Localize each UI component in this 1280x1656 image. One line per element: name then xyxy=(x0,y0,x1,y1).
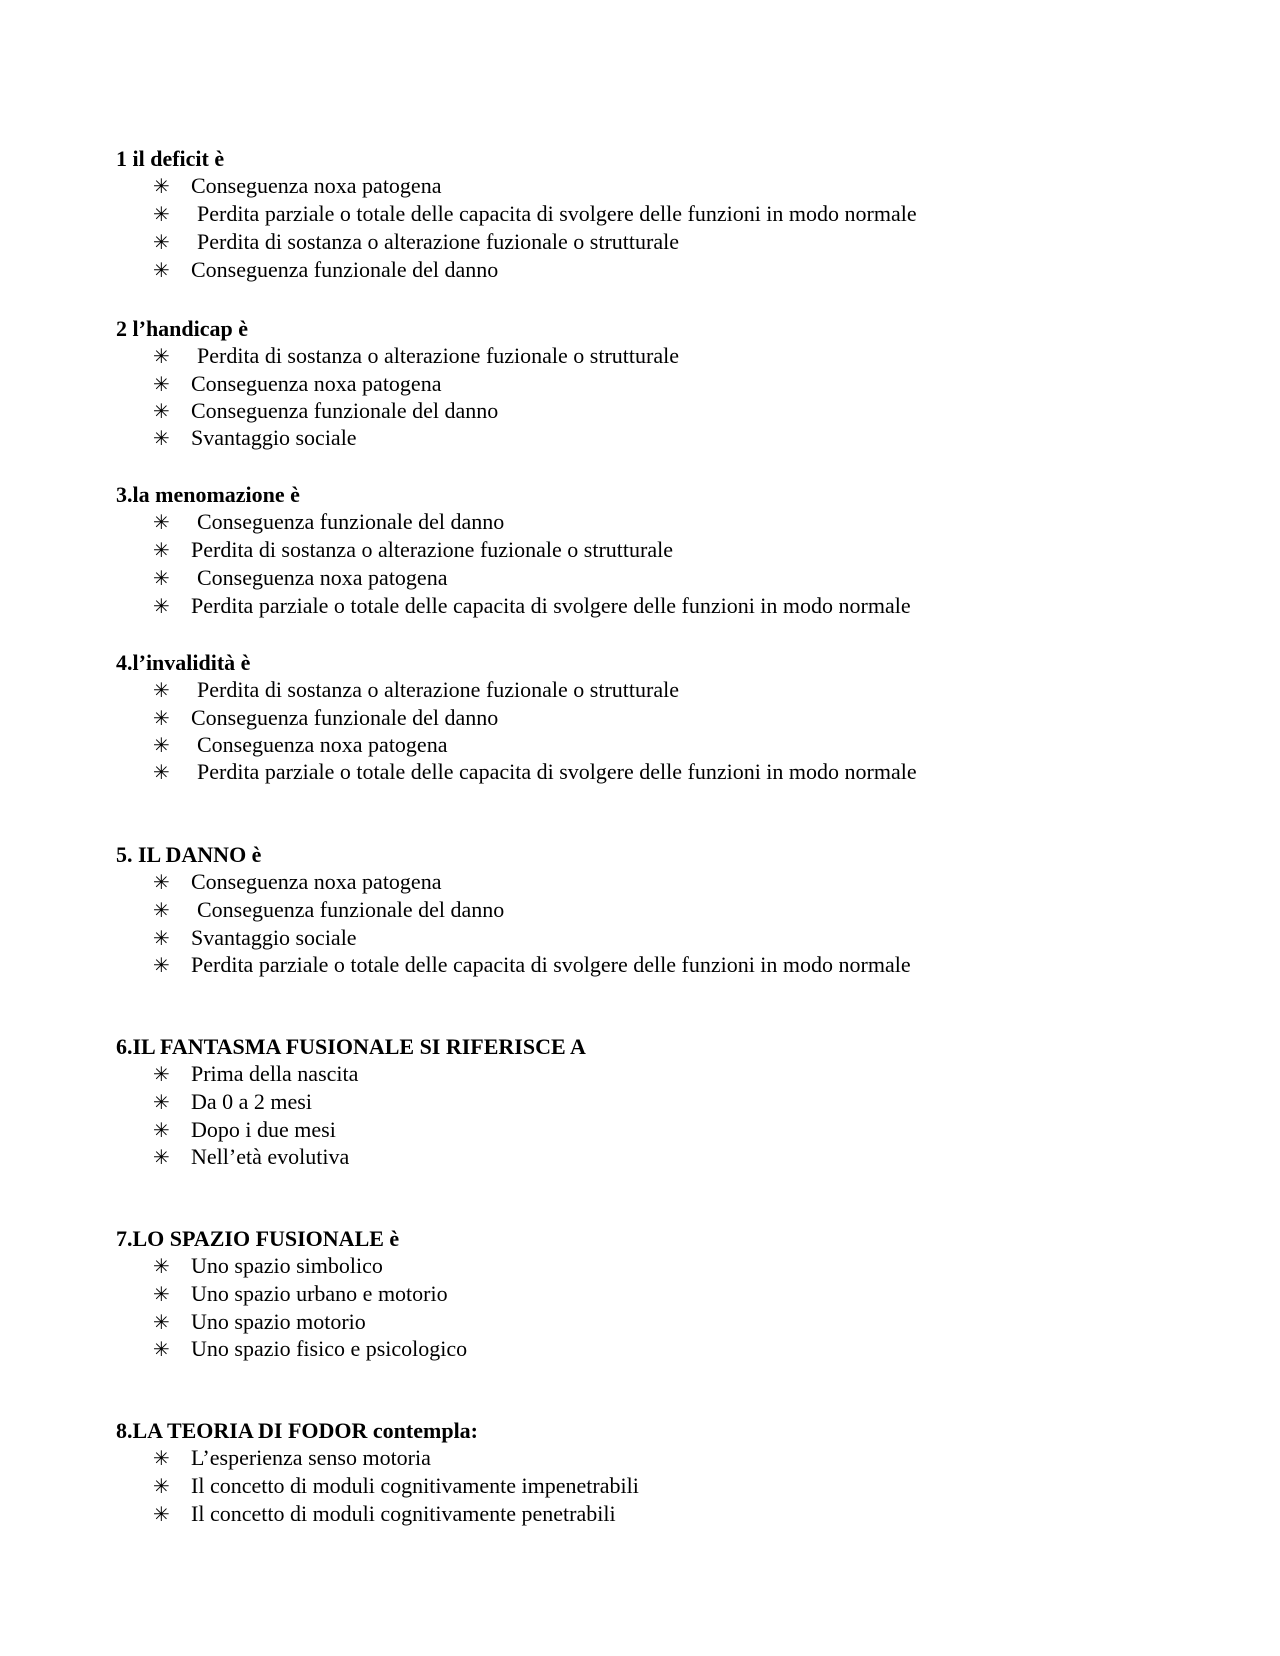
option-text: Conseguenza funzionale del danno xyxy=(191,398,499,423)
option-text: Perdita di sostanza o alterazione fuzionale o strutturale xyxy=(197,677,679,702)
question-title: 3.la menomazione è xyxy=(116,482,300,507)
asterisk-bullet-icon: ✳ xyxy=(153,566,170,590)
asterisk-bullet-icon: ✳ xyxy=(153,372,170,396)
answer-option xyxy=(0,1280,1280,1308)
asterisk-bullet-icon: ✳ xyxy=(153,399,170,423)
option-text: Uno spazio urbano e motorio xyxy=(191,1281,448,1306)
answer-option xyxy=(0,508,1280,536)
answer-option xyxy=(0,1500,1280,1528)
asterisk-bullet-icon: ✳ xyxy=(153,594,170,618)
answer-option xyxy=(0,1116,1280,1144)
question-title: 4.l’invalidità è xyxy=(116,650,251,675)
option-text: Conseguenza funzionale del danno xyxy=(191,257,499,282)
answer-option xyxy=(0,1308,1280,1336)
option-text: Perdita di sostanza o alterazione fuzionale o strutturale xyxy=(197,343,679,368)
question-title: 6.IL FANTASMA FUSIONALE SI RIFERISCE A xyxy=(116,1034,586,1059)
question-title: 2 l’handicap è xyxy=(116,316,249,341)
asterisk-bullet-icon: ✳ xyxy=(153,174,170,198)
answer-option xyxy=(0,342,1280,370)
option-text: Il concetto di moduli cognitivamente penetrabili xyxy=(191,1501,616,1526)
answer-option xyxy=(0,172,1280,200)
option-text: Perdita di sostanza o alterazione fuzionale o strutturale xyxy=(191,537,673,562)
answer-option xyxy=(0,1444,1280,1472)
option-text: Conseguenza funzionale del danno xyxy=(197,509,505,534)
answer-option xyxy=(0,200,1280,228)
question-title: 7.LO SPAZIO FUSIONALE è xyxy=(116,1226,400,1251)
asterisk-bullet-icon: ✳ xyxy=(153,1310,170,1334)
asterisk-bullet-icon: ✳ xyxy=(153,1446,170,1470)
answer-option xyxy=(0,1088,1280,1116)
asterisk-bullet-icon: ✳ xyxy=(153,258,170,282)
answer-option xyxy=(0,896,1280,924)
answer-option xyxy=(0,592,1280,620)
asterisk-bullet-icon: ✳ xyxy=(153,870,170,894)
option-text: Uno spazio fisico e psicologico xyxy=(191,1336,468,1361)
asterisk-bullet-icon: ✳ xyxy=(153,1254,170,1278)
option-text: Perdita parziale o totale delle capacita di svolgere delle funzioni in modo normale xyxy=(197,759,917,784)
option-text: Conseguenza funzionale del danno xyxy=(191,705,499,730)
option-text: Il concetto di moduli cognitivamente impenetrabili xyxy=(191,1473,639,1498)
answer-option xyxy=(0,256,1280,284)
asterisk-bullet-icon: ✳ xyxy=(153,706,170,730)
option-text: Perdita di sostanza o alterazione fuzionale o strutturale xyxy=(197,229,679,254)
answer-option xyxy=(0,704,1280,732)
option-text: Conseguenza funzionale del danno xyxy=(197,897,505,922)
option-text: Conseguenza noxa patogena xyxy=(191,371,442,396)
answer-option xyxy=(0,1335,1280,1363)
asterisk-bullet-icon: ✳ xyxy=(153,230,170,254)
answer-option xyxy=(0,564,1280,592)
asterisk-bullet-icon: ✳ xyxy=(153,538,170,562)
option-text: Perdita parziale o totale delle capacita di svolgere delle funzioni in modo normale xyxy=(191,952,911,977)
asterisk-bullet-icon: ✳ xyxy=(153,1502,170,1526)
answer-option xyxy=(0,676,1280,704)
answer-option xyxy=(0,1252,1280,1280)
option-text: Svantaggio sociale xyxy=(191,425,357,450)
answer-option xyxy=(0,397,1280,425)
asterisk-bullet-icon: ✳ xyxy=(153,1474,170,1498)
option-text: Conseguenza noxa patogena xyxy=(197,565,448,590)
option-text: Prima della nascita xyxy=(191,1061,359,1086)
option-text: Da 0 a 2 mesi xyxy=(191,1089,312,1114)
asterisk-bullet-icon: ✳ xyxy=(153,1062,170,1086)
option-text: Svantaggio sociale xyxy=(191,925,357,950)
option-text: Nell’età evolutiva xyxy=(191,1144,350,1169)
answer-option xyxy=(0,370,1280,398)
option-text: Uno spazio simbolico xyxy=(191,1253,383,1278)
asterisk-bullet-icon: ✳ xyxy=(153,898,170,922)
answer-option xyxy=(0,868,1280,896)
asterisk-bullet-icon: ✳ xyxy=(153,1118,170,1142)
answer-option xyxy=(0,1143,1280,1171)
answer-option xyxy=(0,924,1280,952)
asterisk-bullet-icon: ✳ xyxy=(153,202,170,226)
answer-option xyxy=(0,951,1280,979)
option-text: L’esperienza senso motoria xyxy=(191,1445,431,1470)
asterisk-bullet-icon: ✳ xyxy=(153,926,170,950)
asterisk-bullet-icon: ✳ xyxy=(153,1282,170,1306)
question-title: 5. IL DANNO è xyxy=(116,842,262,867)
answer-option xyxy=(0,536,1280,564)
option-text: Conseguenza noxa patogena xyxy=(191,869,442,894)
asterisk-bullet-icon: ✳ xyxy=(153,1337,170,1361)
asterisk-bullet-icon: ✳ xyxy=(153,510,170,534)
asterisk-bullet-icon: ✳ xyxy=(153,1145,170,1169)
option-text: Uno spazio motorio xyxy=(191,1309,366,1334)
answer-option xyxy=(0,758,1280,786)
asterisk-bullet-icon: ✳ xyxy=(153,953,170,977)
asterisk-bullet-icon: ✳ xyxy=(153,426,170,450)
asterisk-bullet-icon: ✳ xyxy=(153,760,170,784)
option-text: Dopo i due mesi xyxy=(191,1117,336,1142)
option-text: Conseguenza noxa patogena xyxy=(197,732,448,757)
question-title: 1 il deficit è xyxy=(116,146,225,171)
answer-option xyxy=(0,1060,1280,1088)
asterisk-bullet-icon: ✳ xyxy=(153,733,170,757)
question-title: 8.LA TEORIA DI FODOR contempla: xyxy=(116,1418,479,1443)
answer-option xyxy=(0,424,1280,452)
option-text: Perdita parziale o totale delle capacita di svolgere delle funzioni in modo normale xyxy=(191,593,911,618)
asterisk-bullet-icon: ✳ xyxy=(153,1090,170,1114)
answer-option xyxy=(0,731,1280,759)
option-text: Conseguenza noxa patogena xyxy=(191,173,442,198)
asterisk-bullet-icon: ✳ xyxy=(153,678,170,702)
answer-option xyxy=(0,1472,1280,1500)
asterisk-bullet-icon: ✳ xyxy=(153,344,170,368)
answer-option xyxy=(0,228,1280,256)
option-text: Perdita parziale o totale delle capacita di svolgere delle funzioni in modo normale xyxy=(197,201,917,226)
